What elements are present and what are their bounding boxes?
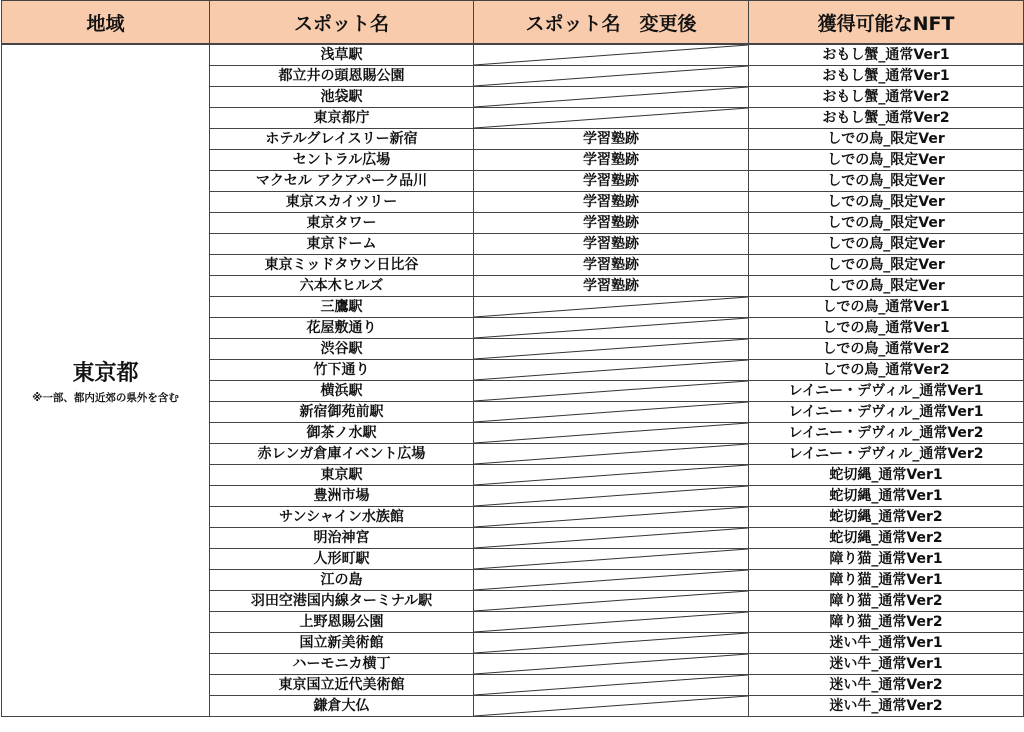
header-spot-name-changed: スポット名 変更後 (474, 1, 749, 45)
nft-cell: しでの鳥_限定Ver (749, 213, 1024, 234)
nft-cell: おもし蟹_通常Ver1 (749, 44, 1024, 66)
no-change-slash (474, 528, 748, 548)
no-change-slash (474, 360, 748, 380)
no-change-slash (474, 444, 748, 464)
changed-spot-cell (474, 675, 749, 696)
changed-spot-cell (474, 654, 749, 675)
no-change-slash (474, 612, 748, 632)
spot-name-cell: セントラル広場 (210, 150, 474, 171)
changed-spot-cell (474, 633, 749, 654)
spot-name-cell: 三鷹駅 (210, 297, 474, 318)
changed-spot-cell (474, 339, 749, 360)
spot-name-cell: 東京国立近代美術館 (210, 675, 474, 696)
nft-cell: レイニー・デヴィル_通常Ver2 (749, 444, 1024, 465)
no-change-slash (474, 66, 748, 86)
nft-cell: しでの鳥_通常Ver1 (749, 297, 1024, 318)
changed-spot-name: 学習塾跡 (583, 215, 639, 231)
nft-cell: しでの鳥_通常Ver1 (749, 318, 1024, 339)
no-change-slash (474, 402, 748, 422)
spot-name-cell: 赤レンガ倉庫イベント広場 (210, 444, 474, 465)
changed-spot-cell (474, 444, 749, 465)
changed-spot-cell (474, 129, 749, 150)
spot-name-cell: 新宿御苑前駅 (210, 402, 474, 423)
changed-spot-cell (474, 423, 749, 444)
nft-cell: しでの鳥_通常Ver2 (749, 360, 1024, 381)
region-cell (2, 44, 210, 717)
changed-spot-name: 学習塾跡 (583, 257, 639, 273)
no-change-slash (474, 297, 748, 317)
changed-spot-name: 学習塾跡 (583, 194, 639, 210)
nft-cell: 蛇切縄_通常Ver2 (749, 507, 1024, 528)
spot-name-cell: 池袋駅 (210, 87, 474, 108)
changed-spot-cell (474, 549, 749, 570)
nft-cell: 蛇切縄_通常Ver2 (749, 528, 1024, 549)
changed-spot-cell (474, 465, 749, 486)
no-change-slash (474, 45, 748, 65)
table-row (2, 44, 1024, 66)
spot-name-cell: 明治神宮 (210, 528, 474, 549)
no-change-slash (474, 591, 748, 611)
spot-name-cell: 東京タワー (210, 213, 474, 234)
spot-name-cell: 国立新美術館 (210, 633, 474, 654)
spot-name-cell: サンシャイン水族館 (210, 507, 474, 528)
region-name: 東京都 (72, 361, 139, 386)
nft-cell: おもし蟹_通常Ver2 (749, 108, 1024, 129)
nft-cell: レイニー・デヴィル_通常Ver2 (749, 423, 1024, 444)
nft-cell: しでの鳥_限定Ver (749, 234, 1024, 255)
nft-cell: 障り猫_通常Ver1 (749, 570, 1024, 591)
no-change-slash (474, 507, 748, 527)
nft-cell: しでの鳥_通常Ver2 (749, 339, 1024, 360)
no-change-slash (474, 318, 748, 338)
changed-spot-name: 学習塾跡 (583, 152, 639, 168)
spot-name-cell: 東京駅 (210, 465, 474, 486)
spot-name-cell: 鎌倉大仏 (210, 696, 474, 717)
changed-spot-name: 学習塾跡 (583, 131, 639, 147)
no-change-slash (474, 108, 748, 128)
spot-name-cell: 御茶ノ水駅 (210, 423, 474, 444)
changed-spot-cell (474, 87, 749, 108)
spot-name-cell: 東京ドーム (210, 234, 474, 255)
spot-name-cell: 人形町駅 (210, 549, 474, 570)
changed-spot-cell (474, 297, 749, 318)
nft-cell: 障り猫_通常Ver2 (749, 591, 1024, 612)
changed-spot-name: 学習塾跡 (583, 278, 639, 294)
changed-spot-cell (474, 318, 749, 339)
no-change-slash (474, 465, 748, 485)
nft-cell: しでの鳥_限定Ver (749, 129, 1024, 150)
nft-cell: おもし蟹_通常Ver2 (749, 87, 1024, 108)
changed-spot-cell (474, 66, 749, 87)
no-change-slash (474, 549, 748, 569)
spot-name-cell: 六本木ヒルズ (210, 276, 474, 297)
changed-spot-cell (474, 255, 749, 276)
no-change-slash (474, 339, 748, 359)
spot-name-cell: 東京スカイツリー (210, 192, 474, 213)
nft-cell: 蛇切縄_通常Ver1 (749, 465, 1024, 486)
nft-cell: 迷い牛_通常Ver2 (749, 696, 1024, 717)
spot-name-cell: 豊洲市場 (210, 486, 474, 507)
changed-spot-cell (474, 570, 749, 591)
region-note: ※一部、都内近郊の県外を含む (32, 392, 179, 404)
spot-name-cell: ハーモニカ横丁 (210, 654, 474, 675)
changed-spot-cell (474, 171, 749, 192)
changed-spot-cell (474, 234, 749, 255)
changed-spot-cell (474, 276, 749, 297)
no-change-slash (474, 423, 748, 443)
changed-spot-cell (474, 192, 749, 213)
changed-spot-cell (474, 108, 749, 129)
nft-cell: しでの鳥_限定Ver (749, 171, 1024, 192)
header-nft: 獲得可能なNFT (749, 1, 1024, 45)
no-change-slash (474, 675, 748, 695)
no-change-slash (474, 633, 748, 653)
spot-name-cell: 浅草駅 (210, 44, 474, 66)
no-change-slash (474, 570, 748, 590)
nft-cell: レイニー・デヴィル_通常Ver1 (749, 402, 1024, 423)
no-change-slash (474, 87, 748, 107)
changed-spot-cell (474, 612, 749, 633)
spot-name-cell: 江の島 (210, 570, 474, 591)
spot-name-cell: 羽田空港国内線ターミナル駅 (210, 591, 474, 612)
spot-name-cell: 花屋敷通り (210, 318, 474, 339)
changed-spot-cell (474, 360, 749, 381)
spot-name-cell: 竹下通り (210, 360, 474, 381)
no-change-slash (474, 696, 748, 716)
spot-name-cell: 都立井の頭恩賜公園 (210, 66, 474, 87)
changed-spot-cell (474, 402, 749, 423)
nft-cell: おもし蟹_通常Ver1 (749, 66, 1024, 87)
spot-name-cell: 渋谷駅 (210, 339, 474, 360)
nft-cell: 迷い牛_通常Ver2 (749, 675, 1024, 696)
spot-name-cell: ホテルグレイスリー新宿 (210, 129, 474, 150)
changed-spot-name: 学習塾跡 (583, 236, 639, 252)
changed-spot-cell (474, 381, 749, 402)
spot-name-cell: 東京都庁 (210, 108, 474, 129)
nft-cell: レイニー・デヴィル_通常Ver1 (749, 381, 1024, 402)
nft-cell: 迷い牛_通常Ver1 (749, 633, 1024, 654)
changed-spot-cell (474, 486, 749, 507)
nft-cell: 障り猫_通常Ver2 (749, 612, 1024, 633)
nft-cell: 蛇切縄_通常Ver1 (749, 486, 1024, 507)
spot-name-cell: 東京ミッドタウン日比谷 (210, 255, 474, 276)
nft-cell: 障り猫_通常Ver1 (749, 549, 1024, 570)
changed-spot-name: 学習塾跡 (583, 173, 639, 189)
nft-cell: しでの鳥_限定Ver (749, 192, 1024, 213)
spot-name-cell: マクセル アクアパーク品川 (210, 171, 474, 192)
no-change-slash (474, 381, 748, 401)
nft-cell: 迷い牛_通常Ver1 (749, 654, 1024, 675)
changed-spot-cell (474, 213, 749, 234)
no-change-slash (474, 486, 748, 506)
header-row (2, 1, 1024, 45)
nft-spot-table (1, 0, 1024, 717)
changed-spot-cell (474, 150, 749, 171)
changed-spot-cell (474, 591, 749, 612)
changed-spot-cell (474, 528, 749, 549)
nft-cell: しでの鳥_限定Ver (749, 150, 1024, 171)
no-change-slash (474, 654, 748, 674)
header-spot-name: スポット名 (210, 1, 474, 45)
changed-spot-cell (474, 696, 749, 717)
spot-name-cell: 横浜駅 (210, 381, 474, 402)
spot-name-cell: 上野恩賜公園 (210, 612, 474, 633)
changed-spot-cell (474, 44, 749, 66)
nft-cell: しでの鳥_限定Ver (749, 276, 1024, 297)
header-region: 地域 (2, 1, 210, 45)
nft-cell: しでの鳥_限定Ver (749, 255, 1024, 276)
changed-spot-cell (474, 507, 749, 528)
